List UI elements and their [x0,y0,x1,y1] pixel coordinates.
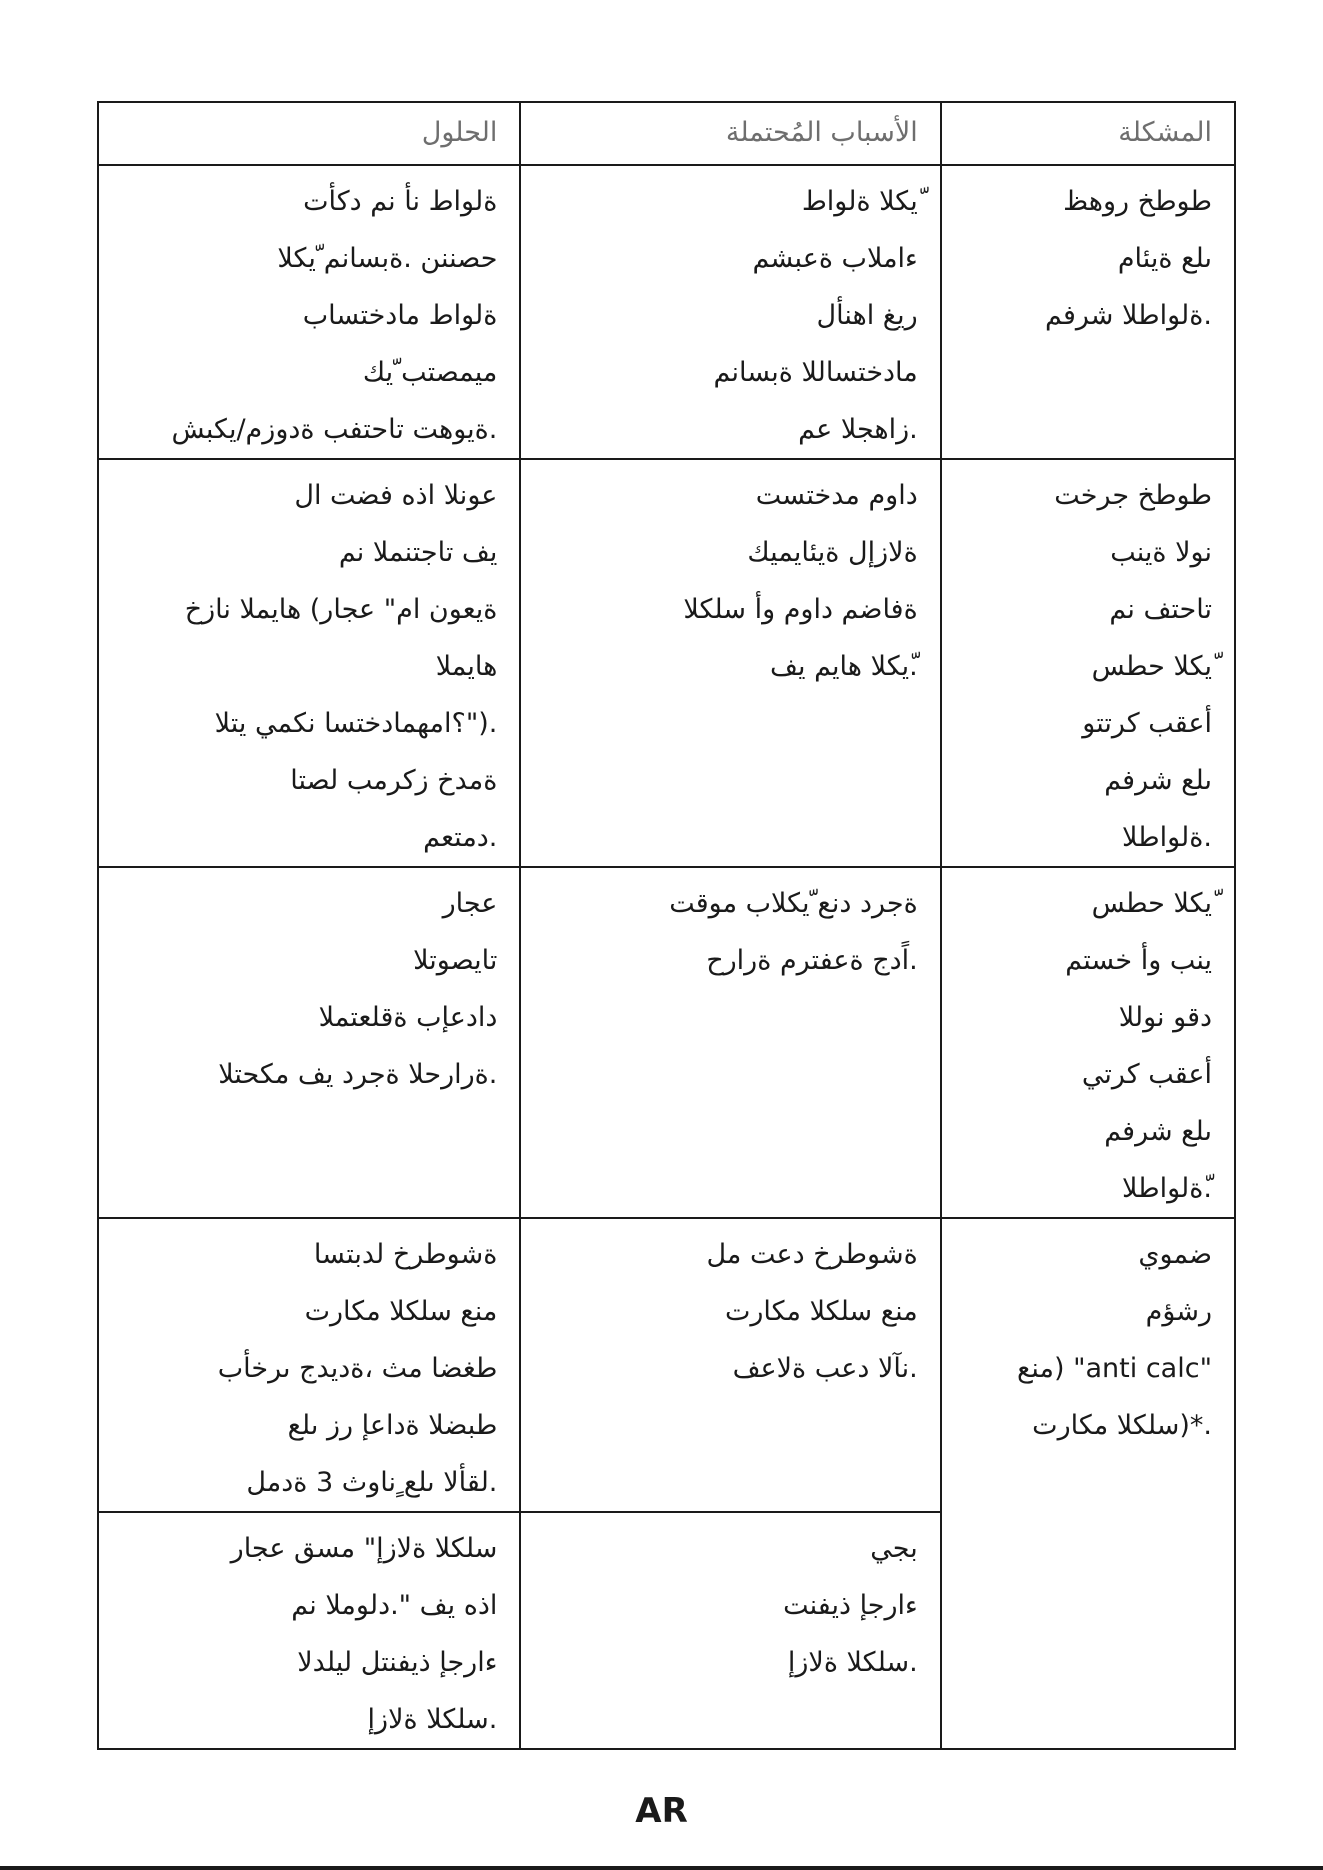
table-row [98,867,1235,1218]
cause-cell: ّيكلا ةلواط ءاملاب ةعبشم ريغ اهنأل مادختساللا ةبسانم .زاهجلا عم [520,165,940,459]
solution-cell: عونلا اذه فضت ال يف تاجتنملا نم ةيعون ام" عجار) هايملا نازخ هايملا .("؟امهمادختسا نكمي يتلا ةمدخ زكرمب لصتا .دمتعم [98,459,520,867]
header-causes: الأسباب المُحتملة [520,102,940,165]
cause-cell: ةشوطرخ دعت مل منع سلكلا مكارت .نآلا دعب ةلاعف [520,1218,940,1512]
table-header-row [98,102,1235,165]
cause-cell: بجي ءارجإ ذيفنت .سلكلا ةلازإ [520,1512,940,1749]
problem-cell: طوطخ جرخت نولا ةينب تاحتف نم ّيكلا حطس أعقب كرتتو ىلع شرفم .ةلواطلا [941,459,1235,867]
language-code-label: AR [635,1791,688,1831]
table-row [98,165,1235,459]
troubleshooting-table [97,101,1236,1750]
header-solutions: الحلول [98,102,520,165]
solution-cell: سلكلا ةلازإ" مسق عجار اذه يف ".دلوملا نم ءارجإ ذيفنتل ليلدلا .سلكلا ةلازإ [98,1512,520,1749]
solution-cell: ةشوطرخ لدبتسا منع سلكلا مكارت طغضا مث ،ةديدج ىرخأب طبضلا ةداعإ رز ىلع .لقألا ىلع ٍناوث 3 ةدمل [98,1218,520,1512]
problem-cell: ضموي رشؤم "anti calc" (منع .*(سلكلا مكارت [941,1218,1235,1749]
problem-cell: طوطخ روهظ ىلع ةيئام .ةلواطلا شرفم [941,165,1235,459]
problem-cell: ّيكلا حطس ينب وأ خستم دقو نوللا أعقب كرتي ىلع شرفم .ّةلواطلا [941,867,1235,1218]
table-row [98,459,1235,867]
solution-cell: عجار تايصوتلا دادعإب ةقلعتملا .ةرارحلا ةجرد يف مكحتلا [98,867,520,1218]
table-row [98,1218,1235,1512]
header-problem: المشكلة [941,102,1235,165]
solution-cell: ةلواط نأ نم دكأت حصننن .ةبسانم ّيكلا ةلواط مادختساب ميمصتب ّيك .ةيوهت تاحتفب ةدوزم/يكبش [98,165,520,459]
cause-cell: ةجرد دنع ّيكلاب موقت .اًدج ةعفترم ةرارح [520,867,940,1218]
cause-cell: داوم مدختست ةلازإل ةيئايميك ةفاضم داوم وأ سلكلا .ّيكلا هايم يف [520,459,940,867]
bottom-rule [0,1866,1323,1870]
